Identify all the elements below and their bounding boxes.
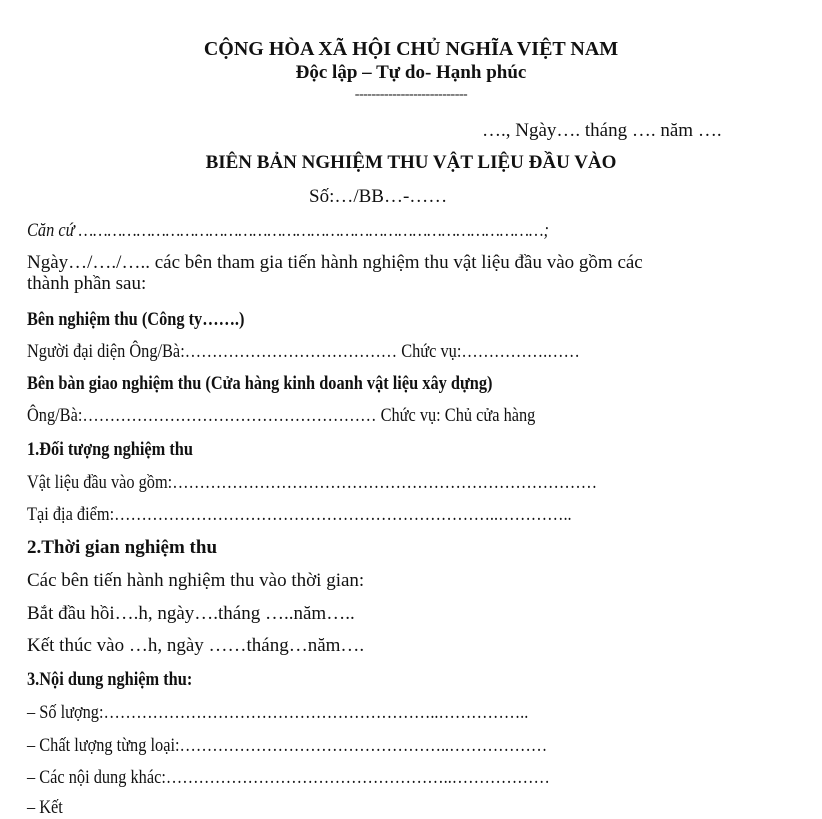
country-header: CỘNG HÒA XÃ HỘI CHỦ NGHĨA VIỆT NAM — [203, 38, 619, 60]
section-2-heading: 2.Thời gian nghiệm thu — [27, 537, 218, 558]
intro-line-2: thành phần sau: — [27, 273, 147, 294]
quantity-line: – Số lượng:……………………………………………………..…………….. — [27, 702, 529, 723]
date-line: …., Ngày…. tháng …. năm …. — [482, 120, 722, 141]
materials-line: Vật liệu đầu vào gồm:…………………………………………………………………… — [27, 472, 598, 493]
basis-line: Căn cứ ……………………………………………………………………………………; — [27, 220, 549, 241]
party-b-representative: Ông/Bà:……………………………………………… Chức vụ: Chủ cửa hàng — [27, 405, 536, 426]
header-separator: --------------------------- — [354, 87, 468, 102]
party-b-heading: Bên bàn giao nghiệm thu (Cửa hàng kinh doanh vật liệu xây dựng) — [27, 373, 493, 394]
location-line: Tại địa điểm:……………………………………………………………..………….. — [27, 504, 572, 525]
time-intro-line: Các bên tiến hành nghiệm thu vào thời gian: — [27, 570, 365, 591]
intro-line-1: Ngày…/…./….. các bên tham gia tiến hành nghiệm thu vật liệu đầu vào gồm các — [27, 252, 643, 273]
party-a-heading: Bên nghiệm thu (Công ty…….) — [27, 309, 245, 330]
next-line-partial: – Kết — [27, 797, 63, 818]
motto: Độc lập – Tự do- Hạnh phúc — [295, 62, 527, 83]
party-a-representative: Người đại diện Ông/Bà:………………………………… Chức vụ:…………….…… — [27, 341, 580, 362]
document-title: BIÊN BẢN NGHIỆM THU VẬT LIỆU ĐẦU VÀO — [205, 152, 617, 173]
end-time-line: Kết thúc vào …h, ngày ……tháng…năm…. — [27, 635, 365, 656]
section-1-heading: 1.Đối tượng nghiệm thu — [27, 439, 193, 460]
other-content-line: – Các nội dung khác:……………………………………………..……………… — [27, 767, 550, 788]
document-number: Số:…/BB…-…… — [309, 186, 448, 207]
section-3-heading: 3.Nội dung nghiệm thu: — [27, 669, 193, 690]
start-time-line: Bắt đầu hồi….h, ngày….tháng …..năm….. — [27, 603, 355, 624]
quality-line: – Chất lượng từng loại:…………………………………………..……………… — [27, 735, 548, 756]
